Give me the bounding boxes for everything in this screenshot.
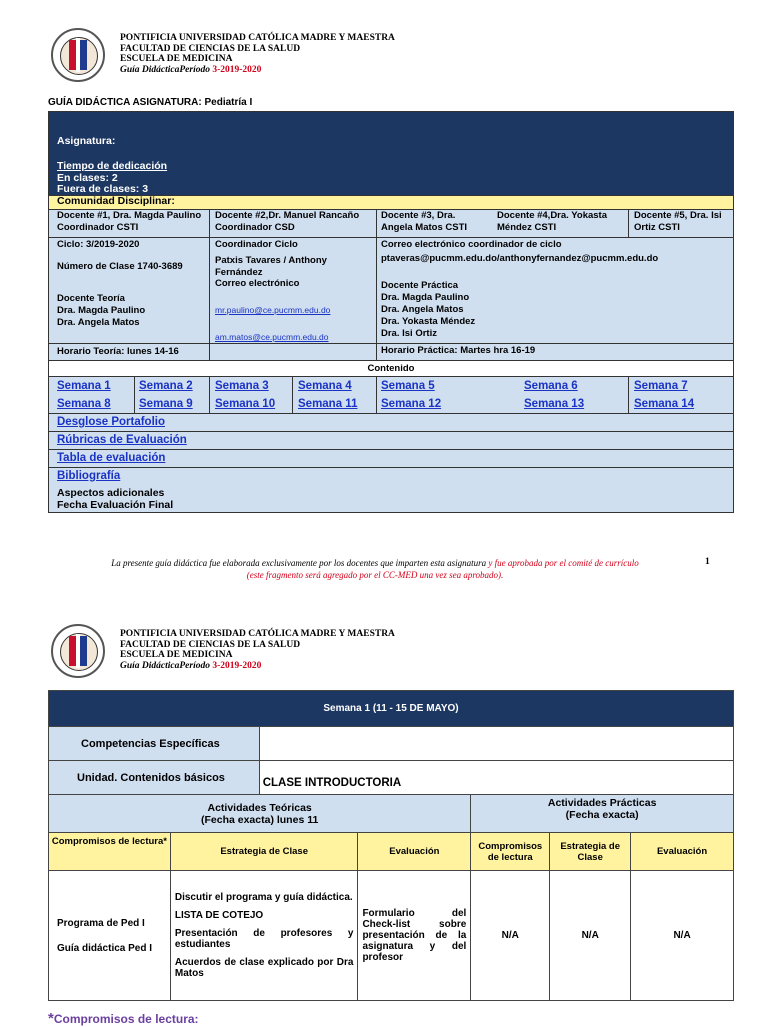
university-seal-logo-2 (51, 624, 105, 678)
semana-11-link[interactable]: Semana 11 (298, 398, 358, 410)
correo-coordinador-label: Correo electrónico coordinador de ciclo (381, 239, 562, 250)
docente-5: Docente #5, Dra. Isi Ortiz CSTI (634, 210, 722, 233)
semana-4-link[interactable]: Semana 4 (298, 380, 352, 392)
desglose-row (48, 414, 734, 432)
comunidad-label: Comunidad Disciplinar: (57, 195, 175, 207)
practica-docente-4: Dra. Isi Ortiz (381, 328, 437, 339)
semana-10-link[interactable]: Semana 10 (215, 398, 276, 410)
compromisos-practicas-header: Compromisos de lectura (471, 833, 550, 871)
teoria-docente-1: Dra. Magda Paulino (57, 305, 146, 316)
estrategia-cell: Discutir el programa y guía didáctica. LISTA DE COTEJO Presentación de profesores y estudiantes Acuerdos de clase explicado por Dra Matos (170, 871, 358, 1001)
rubricas-row (48, 432, 734, 450)
coordinador-ciclo-label: Coordinador Ciclo (215, 239, 298, 250)
estrategia-header: Estrategia de Clase (170, 833, 358, 871)
docente-teoria-label: Docente Teoría (57, 293, 125, 304)
semana-13-link[interactable]: Semana 13 (524, 398, 585, 410)
header-school: ESCUELA DE MEDICINA (120, 54, 233, 64)
university-seal-logo (51, 28, 105, 82)
comunidad-row (48, 196, 734, 209)
na-estrategia: N/A (550, 871, 631, 1001)
docente-1: Docente #1, Dra. Magda Paulino Coordinador CSTI (57, 210, 202, 233)
coordinador-emails: ptaveras@pucmm.edu.do/anthonyfernandez@pucmm.edu.do (381, 253, 659, 264)
lectura-2: Guía didáctica Ped I (57, 942, 153, 954)
practica-docente-2: Dra. Angela Matos (381, 304, 464, 315)
semana-2-link[interactable]: Semana 2 (139, 380, 193, 392)
asignatura-label: Asignatura: (57, 135, 116, 147)
semana-1-table (48, 690, 734, 1001)
semana-3-link[interactable]: Semana 3 (215, 380, 269, 392)
bibliografia-link[interactable]: Bibliografía (57, 470, 121, 482)
semana-title: Semana 1 (11 - 15 DE MAYO) (49, 691, 734, 727)
rubricas-link[interactable]: Rúbricas de Evaluación (57, 434, 187, 446)
compromisos-header: Compromisos de lectura* (49, 833, 171, 871)
actividades-teoricas-header: Actividades Teóricas (Fecha exacta) lunes 11 (49, 795, 471, 833)
practica-docente-1: Dra. Magda Paulino (381, 292, 470, 303)
tiempo-dedicacion: Tiempo de dedicación En clases: 2 Fuera de clases: 3 (57, 160, 168, 195)
competencias-label: Competencias Específicas (49, 727, 260, 761)
docente-2: Docente #2,Dr. Manuel Rancaño Coordinador CSD (215, 210, 360, 233)
docente-practica-label: Docente Práctica (381, 280, 459, 291)
docente-3: Docente #3, Dra. Angela Matos CSTI (381, 210, 468, 233)
fecha-evaluacion-final: Fecha Evaluación Final (57, 499, 174, 511)
contenido-row (48, 361, 734, 376)
semana-1-link[interactable]: Semana 1 (57, 380, 111, 392)
header-university: PONTIFICIA UNIVERSIDAD CATÓLICA MADRE Y MAESTRA (120, 33, 395, 43)
lectura-1: Programa de Ped I (57, 917, 145, 929)
semana-9-link[interactable]: Semana 9 (139, 398, 193, 410)
teoria-docente-2: Dra. Angela Matos (57, 317, 140, 328)
header-period: Guía DidácticaPeríodo 3-2019-2020 (120, 64, 262, 75)
desglose-portafolio-link[interactable]: Desglose Portafolio (57, 416, 165, 428)
horario-teoria: Horario Teoría: lunes 14-16 (57, 346, 179, 357)
page1-footer: La presente guía didáctica fue elaborada exclusivamente por los docentes que imparten esta asignatura y fue aprobada por el comité de currículo (este fragmento será agregado por el CC-MED una vez sea aprobado). (111, 558, 639, 580)
evaluacion-cell: Formulario del Check-list sobre presentación de la asignatura y del profesor (358, 871, 471, 1001)
contenido-label: Contenido (367, 363, 415, 374)
evaluacion-practicas-header: Evaluación (631, 833, 734, 871)
na-compromisos: N/A (471, 871, 550, 1001)
coordinador-names: Patxis Tavares / Anthony Fernández (215, 255, 327, 278)
estrategia-practicas-header: Estrategia de Clase (550, 833, 631, 871)
email-matos-link[interactable]: am.matos@ce.pucmm.edu.do (215, 332, 329, 342)
ciclo: Ciclo: 3/2019-2020 (57, 239, 140, 250)
unidad-value: CLASE INTRODUCTORIA (259, 761, 733, 795)
page-number: 1 (705, 557, 710, 567)
semana-12-link[interactable]: Semana 12 (381, 398, 442, 410)
tabla-evaluacion-link[interactable]: Tabla de evaluación (57, 452, 166, 464)
correo-label: Correo electrónico (215, 278, 300, 289)
tabla-eval-row (48, 450, 734, 468)
bibliografia-row (48, 468, 734, 513)
page1-title: GUÍA DIDÁCTICA ASIGNATURA: Pediatría I (48, 97, 253, 108)
evaluacion-header: Evaluación (358, 833, 471, 871)
asignatura-block (48, 111, 734, 196)
actividades-practicas-header: Actividades Prácticas (Fecha exacta) (471, 795, 734, 833)
lectura-cell (49, 871, 171, 1001)
semana-7-link[interactable]: Semana 7 (634, 380, 688, 392)
semana-6-link[interactable]: Semana 6 (524, 380, 578, 392)
footnote-compromisos: *Compromisos de lectura: (48, 1010, 199, 1027)
horario-practica: Horario Práctica: Martes hra 16-19 (381, 345, 536, 356)
email-paulino-link[interactable]: mr.paulino@ce.pucmm.edu.do (215, 305, 331, 315)
header-faculty: FACULTAD DE CIENCIAS DE LA SALUD (120, 43, 301, 54)
numero-clase: Número de Clase 1740-3689 (57, 261, 183, 272)
page1-header (120, 33, 395, 75)
na-evaluacion: N/A (631, 871, 734, 1001)
page2-header: PONTIFICIA UNIVERSIDAD CATÓLICA MADRE Y MAESTRA FACULTAD DE CIENCIAS DE LA SALUD ESCUELA DE MEDICINA Guía DidácticaPeríodo 3-2019-2020 (120, 629, 395, 671)
semana-5-link[interactable]: Semana 5 (381, 380, 435, 392)
unidad-label: Unidad. Contenidos básicos (49, 761, 260, 795)
competencias-value (259, 727, 733, 761)
semana-8-link[interactable]: Semana 8 (57, 398, 111, 410)
semana-14-link[interactable]: Semana 14 (634, 398, 695, 410)
docente-4: Docente #4,Dra. Yokasta Méndez CSTI (497, 210, 608, 233)
aspectos-adicionales: Aspectos adicionales (57, 487, 165, 499)
practica-docente-3: Dra. Yokasta Méndez (381, 316, 476, 327)
